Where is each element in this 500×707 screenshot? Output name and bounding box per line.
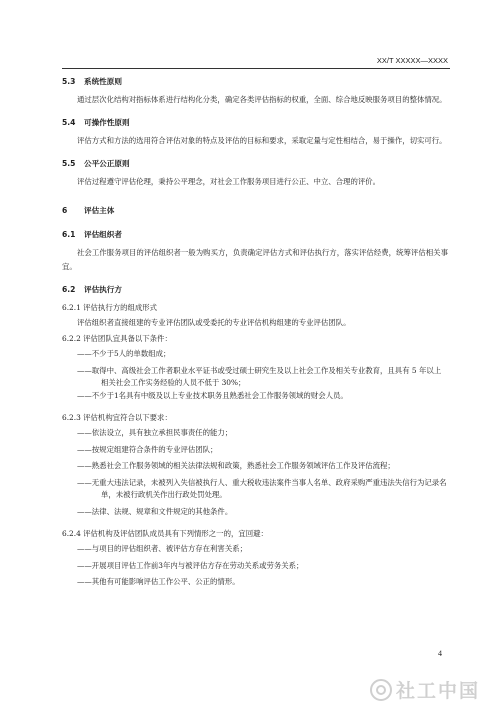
section-6-2-4-heading: 6.2.4 评估机构及评估团队成员具有下列情形之一的，宜回避： xyxy=(62,529,268,538)
list-item: ——依法设立，具有独立承担民事责任的能力； xyxy=(77,428,233,437)
document-body xyxy=(62,76,448,589)
section-title: 评估主体 xyxy=(84,206,115,215)
watermark-text: 社工中国 xyxy=(395,680,480,702)
section-number: 5.3 xyxy=(62,77,76,86)
section-number: 5.4 xyxy=(62,118,76,127)
section-6-2-3-heading: 6.2.3 评估机构宜符合以下要求： xyxy=(62,413,172,422)
section-number: 6.1 xyxy=(62,230,76,239)
list-item: ——与项目的评估组织者、被评估方存在利害关系； xyxy=(77,544,247,553)
section-title: 公平公正原则 xyxy=(84,159,130,168)
section-5-3-heading xyxy=(62,76,448,87)
list-item: ——不少于1名具有中级及以上专业技术职务且熟悉社会工作服务领域的财会人员。 xyxy=(77,390,348,400)
section-6-2-1-body: 评估组织者直接组建的专业评估团队或受委托的专业评估机构组建的专业评估团队。 xyxy=(77,318,351,327)
section-title: 评估执行方 xyxy=(84,285,122,294)
section-6-2-heading xyxy=(62,284,448,295)
section-5-5-body: 评估过程遵守评估伦理，秉持公平理念，对社会工作服务项目进行公正、中立、合理的评价。 xyxy=(77,177,381,186)
emblem-icon xyxy=(370,679,392,701)
doc-code-header: XX/T XXXXX—XXXX xyxy=(376,56,448,65)
list-item: ——法律、法规、规章和文件规定的其他条件。 xyxy=(77,506,233,516)
section-6-1-body: 社会工作服务项目的评估组织者一般为购买方，负责确定评估方式和评估执行方，落实评估经费，统筹评估相关事宜。 xyxy=(62,248,448,271)
section-title: 评估组织者 xyxy=(84,230,122,239)
section-6-1-heading xyxy=(62,229,448,240)
list-item: ——按规定组建符合条件的专业评估团队； xyxy=(77,444,218,454)
list-item: ——取得中、高级社会工作者职业水平证书或受过硕士研究生及以上社会工作及相关专业教育，且具有 5 年以上相关社会工作实务经验的人员不低于 30%； xyxy=(77,365,442,387)
section-6-2-4-list xyxy=(62,543,448,589)
list-item: ——开展项目评估工作前3年内与被评估方存在劳动关系或劳务关系； xyxy=(77,560,304,570)
section-6-2-2-heading: 6.2.2 评估团队宜具备以下条件： xyxy=(62,334,172,343)
section-6-2-2-list xyxy=(62,348,448,402)
section-5-3-body: 通过层次化结构对指标体系进行结构化分类，确定各类评估指标的权重，全面、综合地反映服务项目的整体情况。 xyxy=(77,95,447,104)
header-rule xyxy=(62,68,450,69)
page-number: 4 xyxy=(438,649,442,658)
list-item: ——不少于5人的单数组成； xyxy=(77,349,171,358)
section-number: 6 xyxy=(62,206,68,215)
list-item: ——熟悉社会工作服务领域的相关法律法规和政策，熟悉社会工作服务领域评估工作及评估流程； xyxy=(77,461,395,470)
list-item: ——无重大违法记录，未被列入失信被执行人、重大税收违法案件当事人名单、政府采购严重违法失信行为记录名单，未被行政机关作出行政处罚处理。 xyxy=(77,477,447,499)
section-5-4-body: 评估方式和方法的选用符合评估对象的特点及评估的目标和要求，采取定量与定性相结合，易于操作，切实可行。 xyxy=(77,136,447,145)
section-6-2-1-heading: 6.2.1 评估执行方的组成形式 xyxy=(62,303,158,312)
section-title: 系统性原则 xyxy=(84,77,122,86)
section-5-4-heading xyxy=(62,117,448,128)
section-6-2-3-list xyxy=(62,427,448,518)
watermark xyxy=(370,676,480,703)
section-title: 可操作性原则 xyxy=(84,118,130,127)
section-number: 5.5 xyxy=(62,159,76,168)
list-item: ——其他有可能影响评估工作公平、公正的情形。 xyxy=(77,577,240,586)
section-6-heading xyxy=(62,205,448,216)
section-number: 6.2 xyxy=(62,285,76,294)
section-5-5-heading xyxy=(62,158,448,169)
